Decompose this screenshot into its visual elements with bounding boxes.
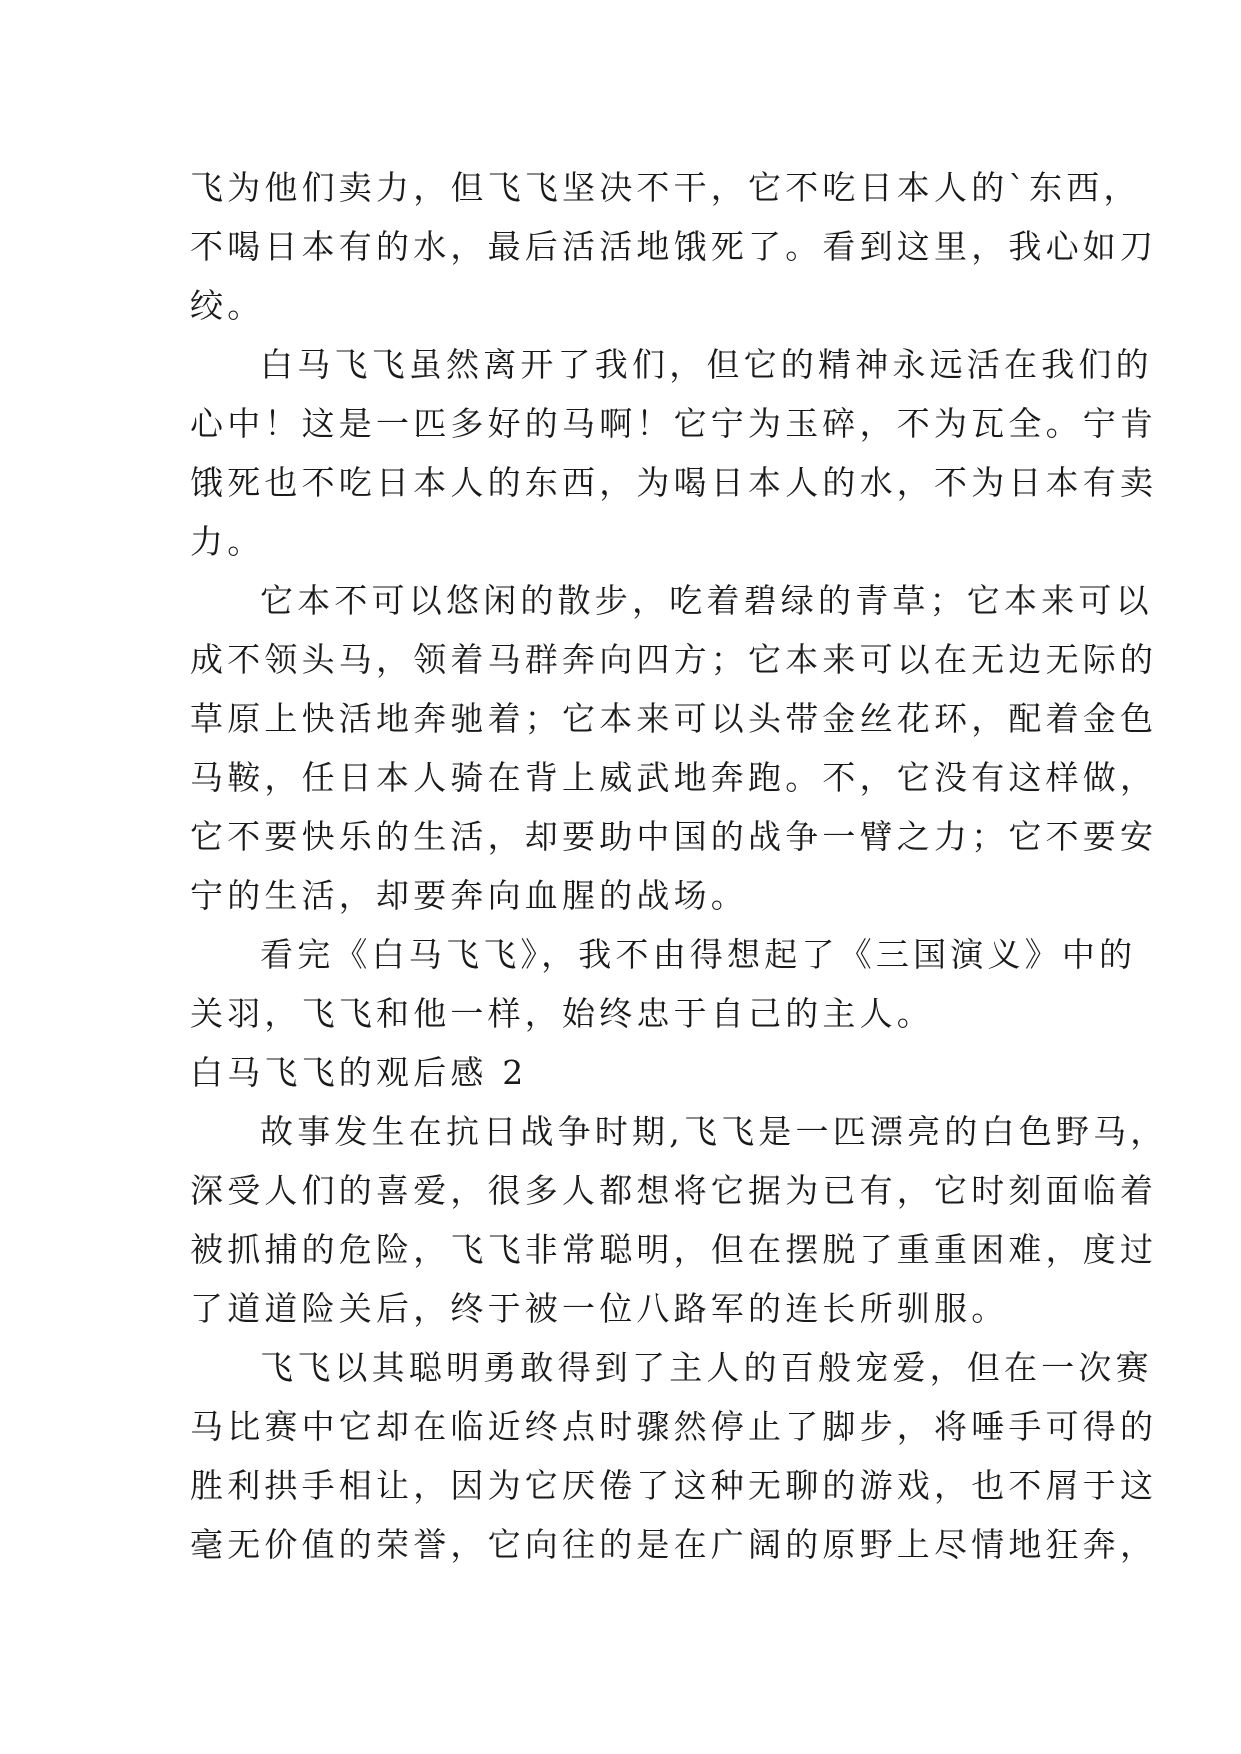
text-line: 毫无价值的荣誉，它向往的是在广阔的原野上尽情地狂奔， [190, 1525, 1158, 1564]
text-line: 不喝日本有的水，最后活活地饿死了。看到这里，我心如刀 [190, 227, 1158, 266]
text-line: 它本不可以悠闲的散步，吃着碧绿的青草；它本来可以 [260, 581, 1153, 620]
section-heading: 白马飞飞的观后感 2 [190, 1053, 528, 1092]
document-body [190, 158, 1168, 1574]
text-line: 被抓捕的危险，飞飞非常聪明，但在摆脱了重重困难，度过 [190, 1230, 1158, 1269]
text-line: 饿死也不吃日本人的东西，为喝日本人的水，不为日本有卖 [190, 463, 1158, 502]
text-line: 草原上快活地奔驰着；它本来可以头带金丝花环，配着金色 [190, 699, 1158, 738]
text-line: 成不领头马，领着马群奔向四方；它本来可以在无边无际的 [190, 640, 1158, 679]
text-line: 它不要快乐的生活，却要助中国的战争一臂之力；它不要安 [190, 817, 1158, 856]
text-line: 白马飞飞虽然离开了我们，但它的精神永远活在我们的 [260, 345, 1153, 384]
text-line: 了道道险关后，终于被一位八路军的连长所驯服。 [190, 1289, 1009, 1328]
text-line: 飞为他们卖力，但飞飞坚决不干，它不吃日本人的`东西， [190, 168, 1141, 207]
text-line: 心中！这是一匹多好的马啊！它宁为玉碎，不为瓦全。宁肯 [190, 404, 1158, 443]
text-line: 绞。 [190, 286, 265, 325]
text-line: 故事发生在抗日战争时期,飞飞是一匹漂亮的白色野马， [260, 1112, 1168, 1151]
text-line: 马比赛中它却在临近终点时骤然停止了脚步，将唾手可得的 [190, 1407, 1158, 1446]
text-line: 宁的生活，却要奔向血腥的战场。 [190, 876, 748, 915]
text-line: 飞飞以其聪明勇敢得到了主人的百般宠爱，但在一次赛 [260, 1348, 1153, 1387]
text-line: 力。 [190, 522, 265, 561]
text-line: 胜利拱手相让，因为它厌倦了这种无聊的游戏，也不屑于这 [190, 1466, 1158, 1505]
text-line: 马鞍，任日本人骑在背上威武地奔跑。不，它没有这样做， [190, 758, 1158, 797]
text-line: 关羽，飞飞和他一样，始终忠于自己的主人。 [190, 994, 934, 1033]
text-line: 看完《白马飞飞》，我不由得想起了《三国演义》中的 [260, 935, 1137, 974]
text-line: 深受人们的喜爱，很多人都想将它据为已有，它时刻面临着 [190, 1171, 1158, 1210]
